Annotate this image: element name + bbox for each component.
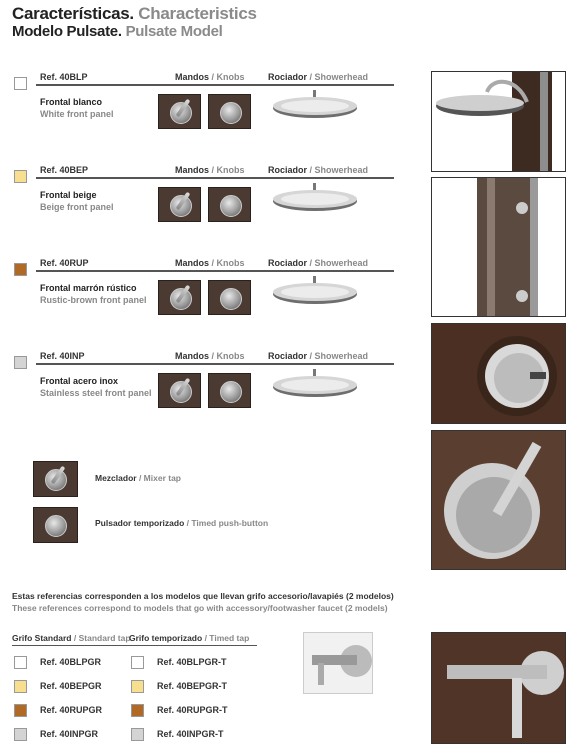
showerhead-header: Rociador / Showerhead: [268, 72, 369, 82]
knobs-header: Mandos / Knobs: [175, 258, 245, 268]
mixer-knob-thumbnail: [158, 94, 201, 129]
tap-swatch: [14, 680, 27, 693]
tap-swatch: [131, 656, 144, 669]
tap-swatch: [131, 728, 144, 741]
mixer-tap-thumbnail: [33, 461, 78, 497]
tap-divider: [12, 645, 257, 646]
model-name: Frontal beige: [40, 190, 97, 200]
model-swatch: [14, 263, 27, 276]
push-button-thumbnail: [208, 280, 251, 315]
shower-column-top-image: [432, 72, 566, 172]
tap-ref: Ref. 40BLPGR: [40, 657, 102, 667]
model-ref: Ref. 40RUP: [40, 258, 89, 268]
tap-ref: Ref. 40INPGR: [40, 729, 99, 739]
knobs-header: Mandos / Knobs: [175, 165, 245, 175]
accessory-faucet-image: [304, 633, 373, 694]
model-name: Frontal acero inox: [40, 376, 119, 386]
mixer-knob-thumbnail: [158, 280, 201, 315]
tap-ref: Ref. 40BLPGR-T: [157, 657, 227, 667]
timed-push-button-thumbnail: [33, 507, 78, 543]
model-ref: Ref. 40BLP: [40, 72, 88, 82]
shower-column-side-photo: [431, 177, 566, 317]
tap-swatch: [14, 656, 27, 669]
showerhead-header: Rociador / Showerhead: [268, 165, 369, 175]
showerhead-icon: [273, 90, 361, 124]
model-subtitle: Stainless steel front panel: [40, 388, 152, 398]
accessory-note-es: Estas referencias corresponden a los modelos que llevan grifo accesorio/lavapiés (2 modelos): [12, 591, 394, 601]
page-subtitle: [12, 23, 223, 40]
push-button-thumbnail: [208, 373, 251, 408]
subtitle-es: Modelo Pulsate.: [12, 23, 122, 40]
model-ref: Ref. 40INP: [40, 351, 85, 361]
subtitle-en: Pulsate Model: [125, 23, 223, 40]
title-es: Características.: [12, 4, 134, 23]
accessory-faucet-photo: [303, 632, 373, 694]
mixer-tap-photo: [431, 430, 566, 570]
knobs-header: Mandos / Knobs: [175, 72, 245, 82]
standard-tap-header: Grifo Standard / Standard tap: [12, 633, 131, 643]
timed-tap-header: Grifo temporizado / Timed tap: [129, 633, 250, 643]
page-title: [12, 4, 257, 24]
tap-swatch: [14, 704, 27, 717]
row-divider: [36, 84, 394, 86]
model-subtitle: White front panel: [40, 109, 114, 119]
row-divider: [36, 363, 394, 365]
showerhead-header: Rociador / Showerhead: [268, 258, 369, 268]
title-en: Characteristics: [138, 4, 257, 23]
push-button-photo: [431, 323, 566, 424]
row-divider: [36, 270, 394, 272]
faucet-closeup-image: [432, 633, 566, 744]
shower-column-top-photo: [431, 71, 566, 172]
model-subtitle: Beige front panel: [40, 202, 114, 212]
timed-push-button-label: Pulsador temporizado / Timed push-button: [95, 518, 269, 528]
tap-ref: Ref. 40RUPGR-T: [157, 705, 228, 715]
mixer-knob-thumbnail: [158, 373, 201, 408]
mixer-knob-thumbnail: [158, 187, 201, 222]
tap-swatch: [131, 680, 144, 693]
tap-ref: Ref. 40BEPGR-T: [157, 681, 228, 691]
tap-ref: Ref. 40BEPGR: [40, 681, 102, 691]
model-subtitle: Rustic-brown front panel: [40, 295, 147, 305]
push-button-thumbnail: [208, 187, 251, 222]
showerhead-header: Rociador / Showerhead: [268, 351, 369, 361]
knobs-header: Mandos / Knobs: [175, 351, 245, 361]
mixer-tap-closeup-image: [432, 431, 566, 570]
row-divider: [36, 177, 394, 179]
model-swatch: [14, 170, 27, 183]
showerhead-icon: [273, 183, 361, 217]
showerhead-icon: [273, 369, 361, 403]
model-name: Frontal marrón rústico: [40, 283, 137, 293]
shower-column-side-image: [432, 178, 566, 317]
model-swatch: [14, 77, 27, 90]
tap-swatch: [14, 728, 27, 741]
accessory-note-en: These references correspond to models that go with accessory/footwasher faucet (2 models): [12, 603, 388, 613]
model-swatch: [14, 356, 27, 369]
mixer-tap-label: Mezclador / Mixer tap: [95, 473, 181, 483]
tap-swatch: [131, 704, 144, 717]
showerhead-icon: [273, 276, 361, 310]
push-button-closeup-image: [432, 324, 566, 424]
model-name: Frontal blanco: [40, 97, 103, 107]
push-button-thumbnail: [208, 94, 251, 129]
tap-ref: Ref. 40INPGR-T: [157, 729, 224, 739]
faucet-photo: [431, 632, 566, 744]
model-ref: Ref. 40BEP: [40, 165, 89, 175]
tap-ref: Ref. 40RUPGR: [40, 705, 103, 715]
